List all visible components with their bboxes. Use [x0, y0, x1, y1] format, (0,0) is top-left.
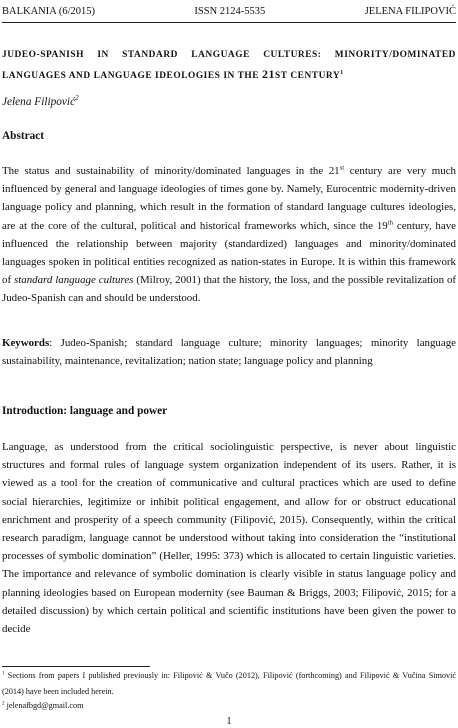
introduction-body: Language, as understood from the critical sociolinguistic perspective, is never about linguistic structures and formal rules of language system organization independent of its users. Rather, it is viewed as a tool for the creation of communicative and cultural practices which are used to define social hierarchies, legitimize or inhibit political engagement, and allow for or obstruct educational enrichment and prosperity of a speech community (Filipović, 2015). Consequently, within the critical research paradigm, language cannot be understood without taking into consideration the “institutional processes of symbolic domination” (Heller, 1995: 373) which is allocated to certain linguistic varieties. The importance and relevance of symbolic domination is clearly visible in status language policy and planning ideologies based on European modernity (see Bauman & Briggs, 2003; Filipović, 2015; for a detailed discussion) by which certain political and scientific institutions have been given the power to decide — [2, 441, 456, 636]
author-line — [2, 96, 79, 108]
header-author: JELENA FILIPOVIĆ — [364, 5, 456, 17]
author-footnote-mark: 2 — [75, 94, 79, 103]
introduction-heading: Introduction: language and power — [2, 405, 168, 417]
running-header — [2, 0, 456, 23]
paper-title — [2, 46, 456, 86]
title-text-end: ST CENTURY — [275, 71, 341, 81]
keywords — [2, 334, 456, 370]
author-name: Jelena Filipović — [2, 96, 76, 108]
keywords-text: : Judeo-Spanish; standard language culture; minority languages; minority language sustainability, maintenance, revitalization; nation state; language policy and planning — [2, 337, 456, 368]
abstract-emphasis: standard language cultures — [14, 274, 134, 287]
abstract-body: The status and sustainability of minority/dominated languages in the 21st century are very much influenced by general and language ideologies of times gone by. Namely, Eurocentric modernity-driven language policy and planning, which result in the formation of standard language cultures ideologies, are at the core of the cultural, political and historical frameworks which, since the 19th century, have influenced the relationship between majority (standardized) languages and minority/dominated languages spoken in political entities recognized as nation-states in Europe. It is within this framework of standard language cultures (Milroy, 2001) that the history, the loss, and the possible revitalization of Judeo-Spanish can and should be understood. — [2, 164, 457, 305]
header-journal: BALKANIA (6/2015) — [2, 5, 96, 17]
footnote-2: $^2$ jelenafbgd@gmail.com — [2, 700, 84, 710]
title-text: JUDEO-SPANISH IN STANDARD LANGUAGE CULTURES: MINORITY/DOMINATED LANGUAGES AND LANGUAGE IDEOLOGIES IN THE — [2, 50, 456, 81]
title-footnote-mark: 1 — [340, 69, 344, 76]
footnote-divider — [2, 666, 150, 667]
footnote-1: $^1$ Sections from papers I published previously in: Filipović & Vučo (2012), Filipović (forthcoming) and Filipović & Vučina Simović (2014) have been included herein. — [2, 670, 456, 696]
keywords-label: Keywords — [2, 337, 50, 349]
title-century-number: 21 — [261, 67, 276, 81]
header-issn: ISSN 2124-5535 — [194, 5, 266, 17]
page-number: 1 — [226, 716, 232, 727]
abstract-heading: Abstract — [2, 130, 45, 142]
